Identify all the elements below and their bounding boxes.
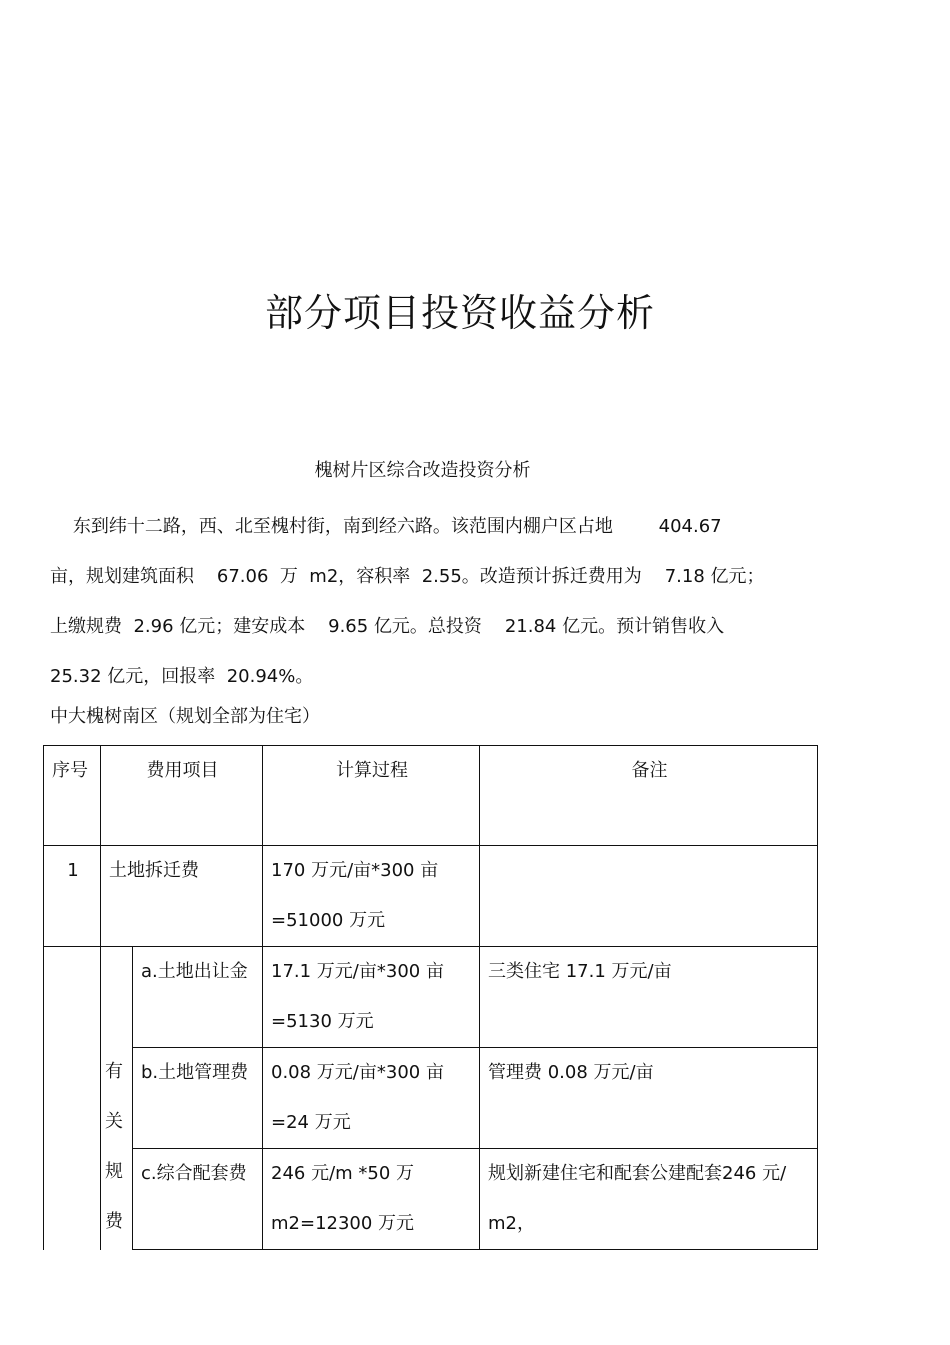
summary-paragraph <box>50 502 830 702</box>
subrow-note: 管理费 0.08 万元/亩 <box>480 1048 818 1149</box>
row-item: 土地拆迁费 <box>101 846 263 947</box>
header-item: 费用项目 <box>101 746 263 846</box>
paragraph-line: 东到纬十二路，西、北至槐村街，南到经六路。该范围内棚户区占地 404.67 <box>50 516 722 537</box>
row-seq-empty <box>44 947 101 1250</box>
page-title: 部分项目投资收益分析 <box>264 291 655 335</box>
subrow-item: a.土地出让金 <box>133 947 263 1048</box>
table-row <box>44 1149 818 1250</box>
table-header-row <box>44 746 818 846</box>
paragraph-line: 25.32 亿元，回报率 20.94%。 <box>50 666 314 687</box>
table-row <box>44 846 818 947</box>
paragraph-line: 亩，规划建筑面积 67.06 万 m2，容积率 2.55。改造预计拆迁费用为 7.18 亿元； <box>50 566 765 587</box>
row-calc: 170 万元/亩*300 亩=51000 万元 <box>263 846 480 947</box>
row-note <box>480 846 818 947</box>
subrow-calc: 17.1 万元/亩*300 亩=5130 万元 <box>263 947 480 1048</box>
group-label-text: 有关规费 <box>105 1061 123 1232</box>
header-note: 备注 <box>480 746 818 846</box>
header-calc: 计算过程 <box>263 746 480 846</box>
subrow-note: 三类住宅 17.1 万元/亩 <box>480 947 818 1048</box>
section-subtitle: 槐树片区综合改造投资分析 <box>314 460 531 481</box>
row-seq: 1 <box>44 846 101 947</box>
table-row <box>44 947 818 1048</box>
subrow-item: b.土地管理费 <box>133 1048 263 1149</box>
header-seq: 序号 <box>44 746 101 846</box>
group-label <box>101 947 133 1250</box>
table-row <box>44 1048 818 1149</box>
paragraph-line: 上缴规费 2.96 亿元；建安成本 9.65 亿元。总投资 21.84 亿元。预计销售收入 <box>50 616 725 637</box>
cost-table <box>43 745 818 1250</box>
table-caption: 中大槐树南区（规划全部为住宅） <box>50 706 320 727</box>
subrow-calc: 0.08 万元/亩*300 亩=24 万元 <box>263 1048 480 1149</box>
subrow-calc: 246 元/m *50 万m2=12300 万元 <box>263 1149 480 1250</box>
subrow-item: c.综合配套费 <box>133 1149 263 1250</box>
subrow-note: 规划新建住宅和配套公建配套246 元/ m2， <box>480 1149 818 1250</box>
